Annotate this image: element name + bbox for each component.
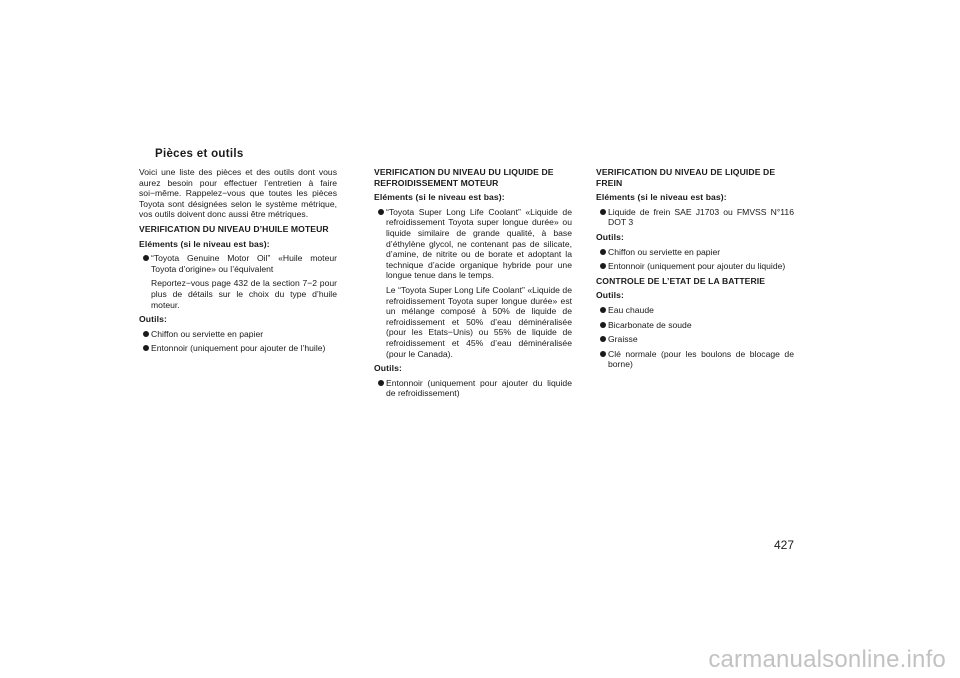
bullet-icon [600,336,606,342]
bullet-icon [143,345,149,351]
list-item: Chiffon ou serviette en papier [139,329,337,340]
bullet-icon [600,351,606,357]
list-item: Entonnoir (uniquement pour ajouter de l’huile) [139,343,337,354]
section-heading-brake-fluid: VERIFICATION DU NIVEAU DE LIQUIDE DE FREIN [596,167,776,188]
bullet-icon [600,249,606,255]
bullet-icon [143,331,149,337]
tools-label: Outils: [596,231,624,242]
bullet-icon [600,263,606,269]
elements-note: Reportez−vous page 432 de la section 7−2 pour plus de détails sur le choix du type d’huile moteur. [151,278,337,310]
elements-label: Eléments (si le niveau est bas): [374,192,505,203]
column-brake-battery [596,167,794,374]
list-item: Chiffon ou serviette en papier [596,247,794,258]
column-engine-oil [139,167,337,358]
list-item: “Toyota Genuine Motor Oil” «Huile moteur Toyota d’origine» ou l’équivalent [139,253,337,274]
list-item: Clé normale (pour les boulons de blocage de borne) [596,349,794,370]
list-item: “Toyota Super Long Life Coolant” «Liquide de refroidissement Toyota super longue durée» ou liquide similaire de grande qualité, à base d’éthylène glycol, ne contenant pas de silicate, d’amine, de nitrite ou de borate et adoptant la technique d’acide organique hybride pour une longue tenue dans le temps. [374,207,572,281]
list-item: Bicarbonate de soude [596,320,794,331]
watermark: carmanualsonline.info [708,646,946,673]
elements-label: Eléments (si le niveau est bas): [596,192,727,203]
bullet-icon [600,322,606,328]
list-item: Entonnoir (uniquement pour ajouter du liquide de refroidissement) [374,378,572,399]
bullet-icon [378,380,384,386]
section-heading-coolant: VERIFICATION DU NIVEAU DU LIQUIDE DE REFROIDISSEMENT MOTEUR [374,167,554,188]
tools-label: Outils: [596,290,624,301]
tools-label: Outils: [139,314,167,325]
bullet-icon [378,209,384,215]
intro-paragraph: Voici une liste des pièces et des outils dont vous aurez besoin pour effectuer l’entretien à faire soi−même. Rappelez−vous que toutes les pièces Toyota sont désignées selon le système métrique, vos outils doivent donc aussi être métriques. [139,167,337,220]
list-item: Eau chaude [596,305,794,316]
column-coolant [374,167,572,403]
list-item: Liquide de frein SAE J1703 ou FMVSS N°116 DOT 3 [596,207,794,228]
list-item: Graisse [596,334,794,345]
page-number: 427 [774,538,795,552]
elements-note: Le “Toyota Super Long Life Coolant” «Liquide de refroidissement Toyota super longue durée» est un mélange composé à 50% de liquide de refroidissement et 50% d’eau déminéralisée (pour les Etats−Unis) ou 55% de liquide de refroidissement et 45% d’eau déminéralisée (pour le Canada). [386,284,572,359]
bullet-icon [600,209,606,215]
page-title: Pièces et outils [155,148,244,160]
section-heading-battery: CONTROLE DE L’ETAT DE LA BATTERIE [596,275,766,286]
tools-label: Outils: [374,363,402,374]
bullet-icon [143,255,149,261]
list-item: Entonnoir (uniquement pour ajouter du liquide) [596,261,794,272]
section-heading-engine-oil: VERIFICATION DU NIVEAU D’HUILE MOTEUR [139,223,329,234]
elements-label: Eléments (si le niveau est bas): [139,238,270,249]
bullet-icon [600,307,606,313]
